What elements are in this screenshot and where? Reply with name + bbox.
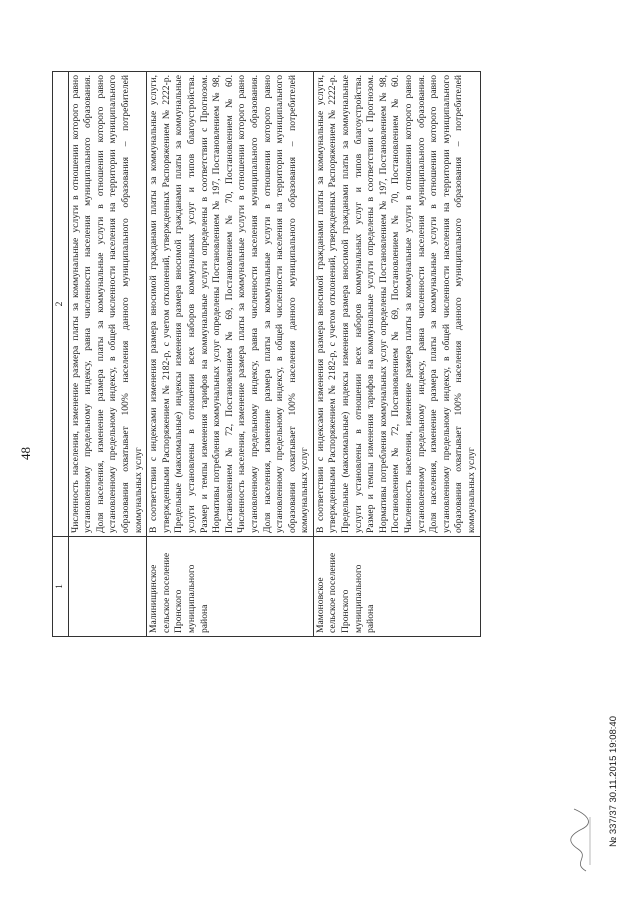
description-line: коммунальных услуг xyxy=(299,447,311,533)
description-line: образования охватывает 100% населения данного муниципального образования – потребителей xyxy=(119,75,131,533)
table-row xyxy=(147,72,314,637)
tariff-table xyxy=(52,71,481,637)
municipality-line: Малинищинское xyxy=(148,564,160,633)
signature-mark xyxy=(566,805,594,875)
description-line: коммунальных услуг xyxy=(466,447,477,533)
municipality-line: сельское поселение xyxy=(160,552,172,633)
description-line: установленному предельному индексу, равна численности населения муниципального образования. xyxy=(248,75,260,533)
description-line: Численность населения, изменение размера платы за коммунальные услуги в отношении которого равно xyxy=(69,75,81,533)
description-line: В соответствии с индексами изменения размера вносимой гражданами платы за коммунальные услуги, xyxy=(314,75,326,533)
description-line: образования охватывает 100% населения данного муниципального образования – потребителей xyxy=(286,75,298,533)
municipality-line: района xyxy=(198,604,210,633)
description-line: образования охватывает 100% населения данного муниципального образования – потребителей xyxy=(453,75,465,533)
description-line: установленному предельному индексу, в общей численности населения на территории муниципального xyxy=(107,75,119,533)
page-number: 48 xyxy=(18,447,33,460)
municipality-line: Пронского xyxy=(173,589,185,633)
description-line: Постановлением № 72, Постановлением № 69, Постановлением № 70, Постановлением № 60. xyxy=(223,75,235,533)
description-line: установленному предельному индексу, равна численности населения муниципального образования. xyxy=(82,75,94,533)
description-cell xyxy=(68,72,147,537)
description-line: установленному предельному индексу, равна численности населения муниципального образования. xyxy=(415,75,427,533)
municipality-cell xyxy=(68,537,147,637)
description-line: Размер и темпы изменения тарифов на коммунальные услуги определены в соответствии с Прогнозом. xyxy=(198,75,210,533)
description-line: коммунальных услуг xyxy=(132,447,144,533)
document-stamp: № 337/37 30.11.2015 19:08:40 xyxy=(608,716,619,847)
description-line: В соответствии с индексами изменения размера вносимой гражданами платы за коммунальные услуги, xyxy=(148,75,160,533)
description-line: установленному предельному индексу, в общей численности населения на территории муниципального xyxy=(440,75,452,533)
table-row xyxy=(313,72,480,637)
description-line: Нормативы потребления коммунальных услуг определены Постановлением № 197, Постановлением № 98, xyxy=(211,75,223,533)
description-line: утвержденными Распоряжением № 2182-р, с учетом отклонений, утвержденных Распоряжением № 2222-р. xyxy=(160,75,172,533)
municipality-line: муниципального xyxy=(185,564,197,633)
description-cell xyxy=(147,72,314,537)
header-col-1: 1 xyxy=(53,537,69,637)
description-line: услуги установлены в отношении всех наборов коммунальных услуг и типов благоустройства. xyxy=(185,75,197,533)
municipality-line: муниципального xyxy=(352,564,364,633)
description-line: утвержденными Распоряжением № 2182-р, с учетом отклонений, утвержденных Распоряжением № 2222-р. xyxy=(327,75,339,533)
description-line: Предельные (максимальные) индексы изменения размера вносимой гражданами платы за коммунальные xyxy=(340,75,352,533)
municipality-line: сельское поселение xyxy=(327,552,339,633)
description-line: Численность населения, изменение размера платы за коммунальные услуги в отношении которого равно xyxy=(236,75,248,533)
description-line: Доля населения, изменение размера платы за коммунальные услуги в отношении которого равно xyxy=(261,75,273,533)
table-body xyxy=(68,72,480,637)
municipality-cell xyxy=(147,537,314,637)
description-line: Нормативы потребления коммунальных услуг определены Постановлением № 197, Постановлением № 98, xyxy=(377,75,389,533)
description-line: Доля населения, изменение размера платы за коммунальные услуги в отношении которого равно xyxy=(428,75,440,533)
table-row xyxy=(68,72,147,637)
description-cell xyxy=(313,72,480,537)
description-line: Численность населения, изменение размера платы за коммунальные услуги в отношении которого равно xyxy=(403,75,415,533)
description-line: Размер и темпы изменения тарифов на коммунальные услуги определены в соответствии с Прогнозом. xyxy=(365,75,377,533)
description-line: услуги установлены в отношении всех наборов коммунальных услуг и типов благоустройства. xyxy=(352,75,364,533)
municipality-line: Пронского xyxy=(340,589,352,633)
municipality-line: Мамоновское xyxy=(314,577,326,633)
description-line: Предельные (максимальные) индексы изменения размера вносимой гражданами платы за коммунальные xyxy=(173,75,185,533)
description-line: Постановлением № 72, Постановлением № 69, Постановлением № 70, Постановлением № 60. xyxy=(390,75,402,533)
header-col-2: 2 xyxy=(53,72,69,537)
municipality-cell xyxy=(313,537,480,637)
municipality-line: района xyxy=(365,604,377,633)
table-container xyxy=(52,72,481,637)
header-row xyxy=(53,72,69,637)
description-line: установленному предельному индексу, в общей численности населения на территории муниципального xyxy=(274,75,286,533)
description-line: Доля населения, изменение размера платы за коммунальные услуги в отношении которого равно xyxy=(94,75,106,533)
